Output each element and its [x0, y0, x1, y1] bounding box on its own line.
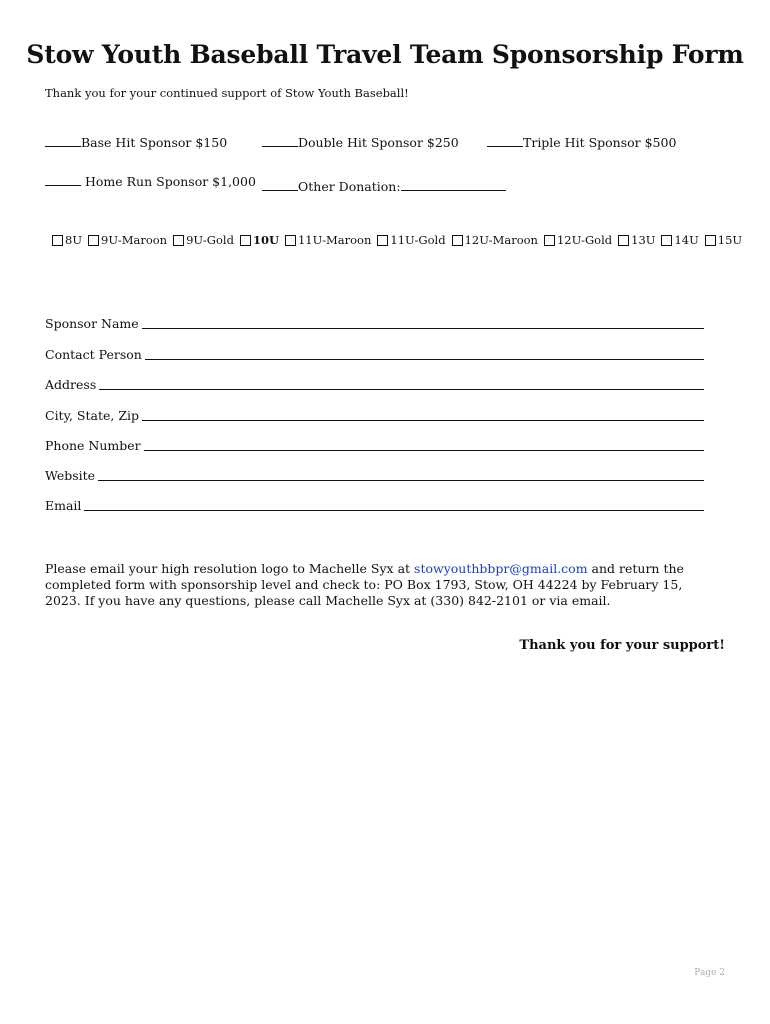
- contact-person-field[interactable]: [45, 347, 704, 362]
- level-triple-hit[interactable]: [487, 135, 676, 150]
- phone-number-label: Phone Number: [45, 438, 141, 453]
- team-label: 10U: [252, 233, 279, 247]
- level-home-run[interactable]: [45, 174, 256, 189]
- contact-person-label: Contact Person: [45, 347, 142, 362]
- level-triple-hit-blank[interactable]: [487, 145, 523, 147]
- page-number: Page 2: [694, 968, 725, 978]
- team-option-9u-maroon[interactable]: [88, 233, 167, 247]
- contact-email-link[interactable]: stowyouthbbpr@gmail.com: [414, 561, 588, 576]
- level-home-run-label: Home Run Sponsor $1,000: [85, 174, 256, 189]
- team-option-8u[interactable]: [52, 233, 82, 247]
- team-label: 13U: [631, 233, 656, 247]
- thank-you-closing: Thank you for your support!: [519, 638, 725, 653]
- checkbox[interactable]: [173, 235, 184, 246]
- city-state-zip-label: City, State, Zip: [45, 408, 140, 423]
- checkbox[interactable]: [88, 235, 99, 246]
- instructions-text-after: and return the completed form with sponsorship level and check to: PO Box 1793, Stow, OH 44224 by February 15, 2023. If you have any questions, please call Machelle Syx at (330) 842-2101 or via email.: [45, 561, 684, 608]
- sponsor-name-input-line[interactable]: [142, 327, 704, 329]
- team-checkbox-row: [52, 233, 748, 247]
- website-label: Website: [45, 468, 96, 483]
- team-option-15u[interactable]: [705, 233, 742, 247]
- level-home-run-blank[interactable]: [45, 184, 81, 186]
- team-option-12u-maroon[interactable]: [452, 233, 538, 247]
- checkbox[interactable]: [544, 235, 555, 246]
- team-label: 11U-Maroon: [297, 233, 372, 247]
- checkbox[interactable]: [285, 235, 296, 246]
- level-double-hit[interactable]: [262, 135, 459, 150]
- team-option-14u[interactable]: [661, 233, 698, 247]
- page-title: Stow Youth Baseball Travel Team Sponsorship Form: [26, 40, 744, 69]
- level-other-blank[interactable]: [262, 189, 298, 191]
- email-field[interactable]: [45, 498, 704, 513]
- level-base-hit-blank[interactable]: [45, 145, 81, 147]
- team-label: 9U-Maroon: [101, 233, 168, 247]
- address-field[interactable]: [45, 377, 704, 392]
- team-option-11u-gold[interactable]: [377, 233, 445, 247]
- address-input-line[interactable]: [99, 388, 704, 390]
- checkbox[interactable]: [452, 235, 463, 246]
- checkbox[interactable]: [240, 235, 251, 246]
- contact-person-input-line[interactable]: [145, 358, 704, 360]
- city-state-zip-input-line[interactable]: [142, 419, 704, 421]
- level-triple-hit-label: Triple Hit Sponsor $500: [523, 135, 677, 150]
- sponsor-name-label: Sponsor Name: [45, 316, 139, 331]
- instructions-text-before: Please email your high resolution logo to Machelle Syx at: [45, 561, 415, 576]
- team-label: 8U: [65, 233, 83, 247]
- address-label: Address: [45, 377, 97, 392]
- checkbox[interactable]: [52, 235, 63, 246]
- phone-number-input-line[interactable]: [144, 449, 704, 451]
- email-input-line[interactable]: [84, 509, 704, 511]
- checkbox[interactable]: [618, 235, 629, 246]
- checkbox[interactable]: [377, 235, 388, 246]
- team-option-10u[interactable]: [240, 233, 279, 247]
- checkbox[interactable]: [661, 235, 672, 246]
- website-field[interactable]: [45, 468, 704, 483]
- team-label: 11U-Gold: [390, 233, 446, 247]
- sponsor-name-field[interactable]: [45, 316, 704, 331]
- team-label: 12U-Gold: [556, 233, 613, 247]
- instructions-paragraph: [45, 561, 685, 609]
- intro-text: Thank you for your continued support of Stow Youth Baseball!: [45, 86, 409, 100]
- team-option-9u-gold[interactable]: [173, 233, 234, 247]
- team-label: 12U-Maroon: [464, 233, 538, 247]
- email-label: Email: [45, 498, 82, 513]
- level-double-hit-label: Double Hit Sponsor $250: [298, 135, 459, 150]
- level-double-hit-blank[interactable]: [262, 145, 298, 147]
- website-input-line[interactable]: [98, 479, 704, 481]
- team-option-11u-maroon[interactable]: [285, 233, 371, 247]
- team-option-13u[interactable]: [618, 233, 655, 247]
- level-other-label: Other Donation:: [298, 179, 401, 194]
- team-label: 14U: [674, 233, 699, 247]
- checkbox[interactable]: [705, 235, 716, 246]
- level-base-hit[interactable]: [45, 135, 227, 150]
- team-label: 9U-Gold: [186, 233, 234, 247]
- city-state-zip-field[interactable]: [45, 408, 704, 423]
- other-donation-amount-field[interactable]: [401, 189, 506, 191]
- phone-number-field[interactable]: [45, 438, 704, 453]
- team-label: 15U: [717, 233, 743, 247]
- team-option-12u-gold[interactable]: [544, 233, 612, 247]
- level-base-hit-label: Base Hit Sponsor $150: [81, 135, 228, 150]
- level-other-donation[interactable]: [262, 179, 506, 194]
